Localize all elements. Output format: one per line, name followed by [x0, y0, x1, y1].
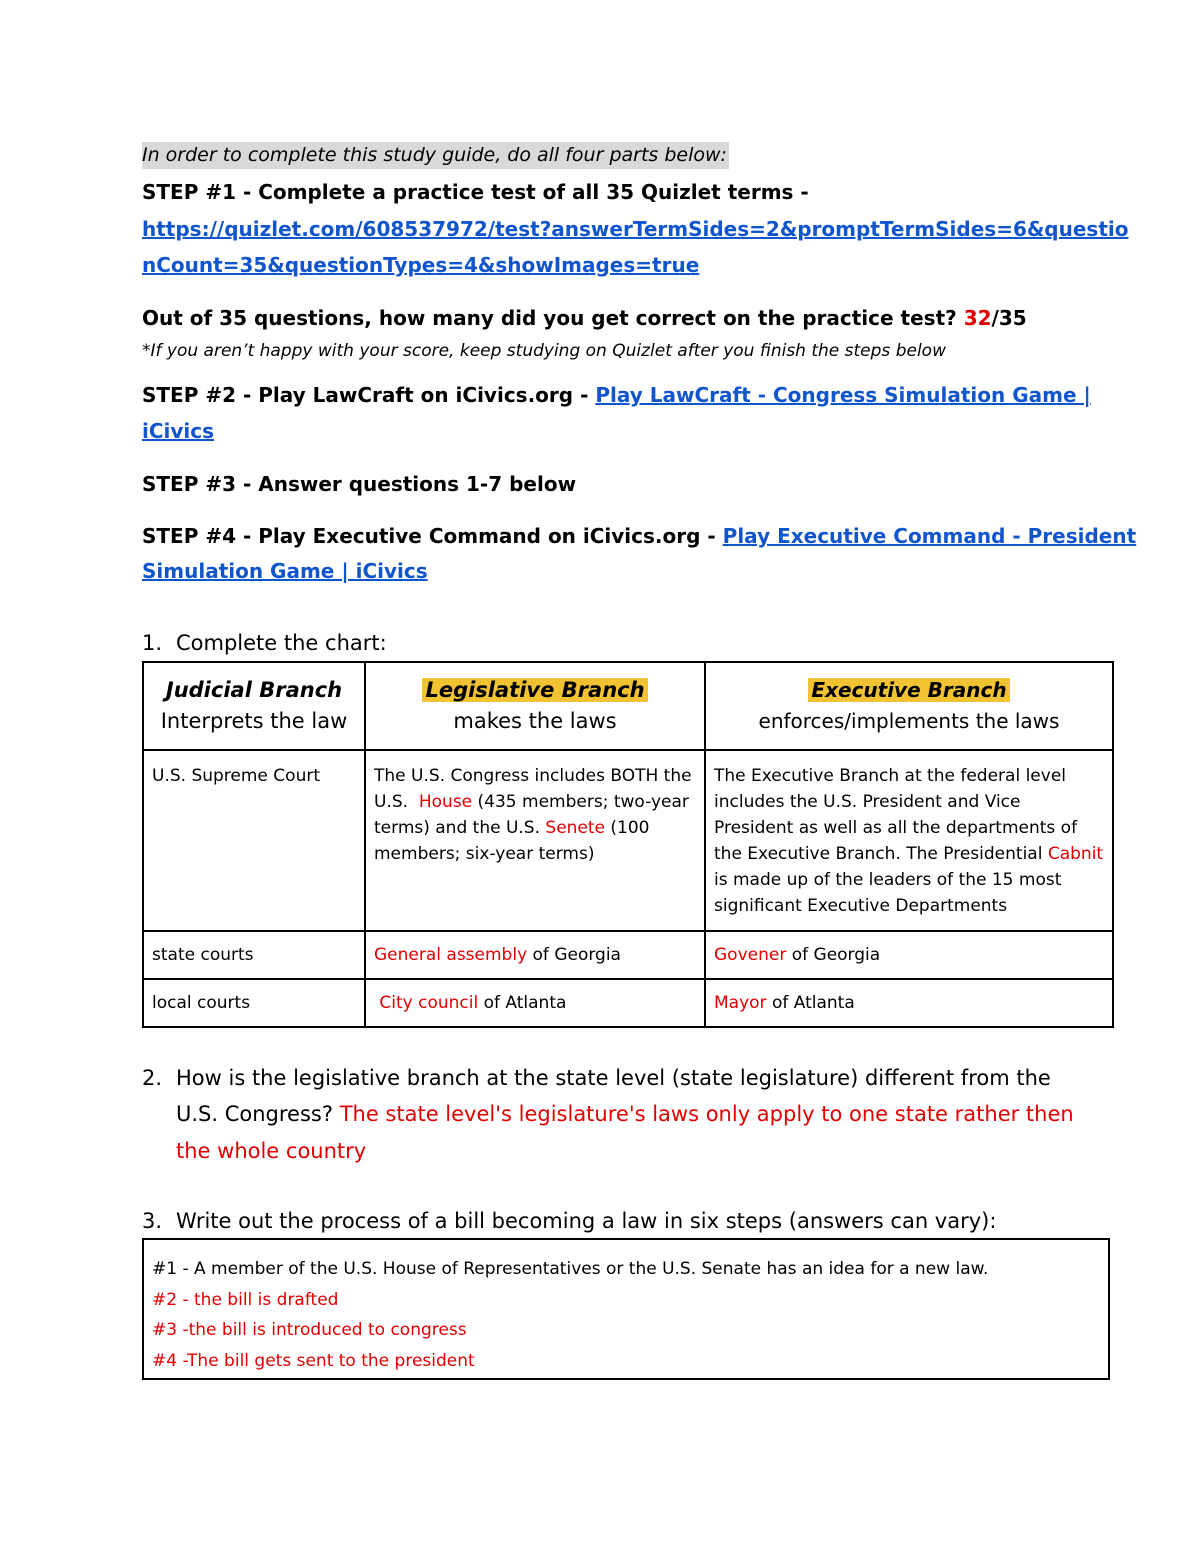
step-1-label: STEP #1 - Complete a practice test of all 35 Quizlet terms - — [142, 180, 809, 204]
legislative-title: Legislative Branch — [422, 678, 647, 702]
lawcraft-link-line-2[interactable]: iCivics — [142, 419, 215, 443]
judicial-title: Judicial Branch — [165, 678, 343, 702]
federal-legislative-text-a: The U.S. Congress includes BOTH the U.S. — [374, 766, 692, 812]
question-2-line-2 — [176, 1102, 1074, 1126]
executive-subtitle: enforces/implements the laws — [758, 709, 1060, 733]
governor-answer: Govener — [714, 945, 787, 965]
state-legislative-rest: of Georgia — [527, 945, 621, 965]
federal-legislative-text-c: (100 members; six-year terms) — [374, 818, 650, 864]
executive-header — [705, 662, 1113, 750]
local-judicial-cell: local courts — [143, 979, 365, 1027]
question-2-number: 2. — [142, 1066, 163, 1090]
state-executive-rest: of Georgia — [791, 945, 881, 965]
question-1-number: 1. — [142, 631, 163, 655]
quizlet-link-line-1[interactable]: https://quizlet.com/608537972/test?answerTermSides=2&promptTermSides=6&questio — [142, 217, 1129, 241]
mayor-answer: Mayor — [714, 993, 767, 1013]
bill-steps-box — [142, 1238, 1110, 1380]
city-council-answer: City council — [379, 993, 479, 1013]
legislative-header — [365, 662, 705, 750]
score-note: *If you aren’t happy with your score, keep studying on Quizlet after you finish the steps below — [142, 341, 946, 361]
step-2 — [142, 383, 1091, 407]
question-2-text-line-1: How is the legislative branch at the state level (state legislature) different from the — [176, 1066, 1051, 1090]
bill-step-4: #4 -The bill gets sent to the president — [152, 1350, 475, 1371]
branches-chart — [142, 661, 1114, 1028]
cabinet-answer: Cabnit — [1047, 844, 1104, 864]
chart-header-row — [143, 662, 1113, 750]
question-2 — [142, 1066, 1051, 1090]
question-3 — [142, 1209, 996, 1233]
judicial-subtitle: Interprets the law — [160, 709, 348, 733]
chart-row-local — [143, 979, 1113, 1027]
federal-judicial-cell: U.S. Supreme Court — [143, 750, 365, 931]
step-2-label: STEP #2 - Play LawCraft on iCivics.org - — [142, 383, 589, 407]
federal-executive-text-a: The Executive Branch at the federal level includes the U.S. President and Vice President as well as all the departments of the Executive Branch. The Presidential — [714, 766, 1078, 864]
step-4-label: STEP #4 - Play Executive Command on iCivics.org - — [142, 524, 716, 548]
federal-executive-text-b: is made up of the leaders of the 15 most significant Executive Departments — [714, 870, 1062, 916]
question-2-answer-line-2: the whole country — [176, 1139, 367, 1163]
legislative-subtitle: makes the laws — [453, 709, 617, 733]
score-question — [142, 306, 1027, 330]
state-executive-cell — [705, 931, 1113, 979]
federal-executive-cell — [705, 750, 1113, 931]
bill-step-3: #3 -the bill is introduced to congress — [152, 1320, 467, 1340]
executive-command-link[interactable]: Play Executive Command - President — [722, 524, 1137, 548]
question-1-text: Complete the chart: — [176, 631, 387, 655]
quizlet-link-line-2[interactable]: nCount=35&questionTypes=4&showImages=true — [142, 253, 700, 277]
question-2-text-line-2: U.S. Congress? — [176, 1102, 333, 1126]
chart-row-state — [143, 931, 1113, 979]
local-executive-rest: of Atlanta — [771, 993, 855, 1013]
general-assembly-answer: General assembly — [374, 945, 528, 965]
chart-row-federal — [143, 750, 1113, 931]
score-correct: 32 — [963, 306, 992, 330]
local-legislative-rest: of Atlanta — [483, 993, 567, 1013]
senate-answer: Senete — [545, 818, 606, 838]
bill-step-2: #2 - the bill is drafted — [152, 1289, 339, 1310]
state-legislative-cell — [365, 931, 705, 979]
federal-legislative-text-b: (435 members; two-year terms) and the U.S. — [374, 792, 689, 838]
step-4 — [142, 524, 1136, 548]
executive-command-link-line-2[interactable]: Simulation Game | iCivics — [142, 559, 428, 583]
bill-step-1: #1 - A member of the U.S. House of Representatives or the U.S. Senate has an idea for a new law. — [152, 1259, 989, 1279]
executive-title: Executive Branch — [808, 678, 1009, 702]
step-3-label: STEP #3 - Answer questions 1-7 below — [142, 472, 577, 496]
local-legislative-cell — [365, 979, 705, 1027]
local-executive-cell — [705, 979, 1113, 1027]
judicial-header — [143, 662, 365, 750]
score-total: /35 — [991, 306, 1027, 330]
question-1 — [142, 631, 387, 655]
question-3-text: Write out the process of a bill becoming a law in six steps (answers can vary): — [176, 1209, 997, 1233]
house-answer: House — [418, 792, 473, 812]
state-judicial-cell: state courts — [143, 931, 365, 979]
score-question-text: Out of 35 questions, how many did you get correct on the practice test? — [142, 306, 957, 330]
federal-legislative-cell — [365, 750, 705, 931]
question-2-answer-line-1: The state level's legislature's laws only apply to one state rather then — [339, 1102, 1074, 1126]
question-3-number: 3. — [142, 1209, 163, 1233]
intro-instruction: In order to complete this study guide, do all four parts below: — [142, 142, 729, 169]
lawcraft-link[interactable]: Play LawCraft - Congress Simulation Game | — [595, 383, 1091, 407]
